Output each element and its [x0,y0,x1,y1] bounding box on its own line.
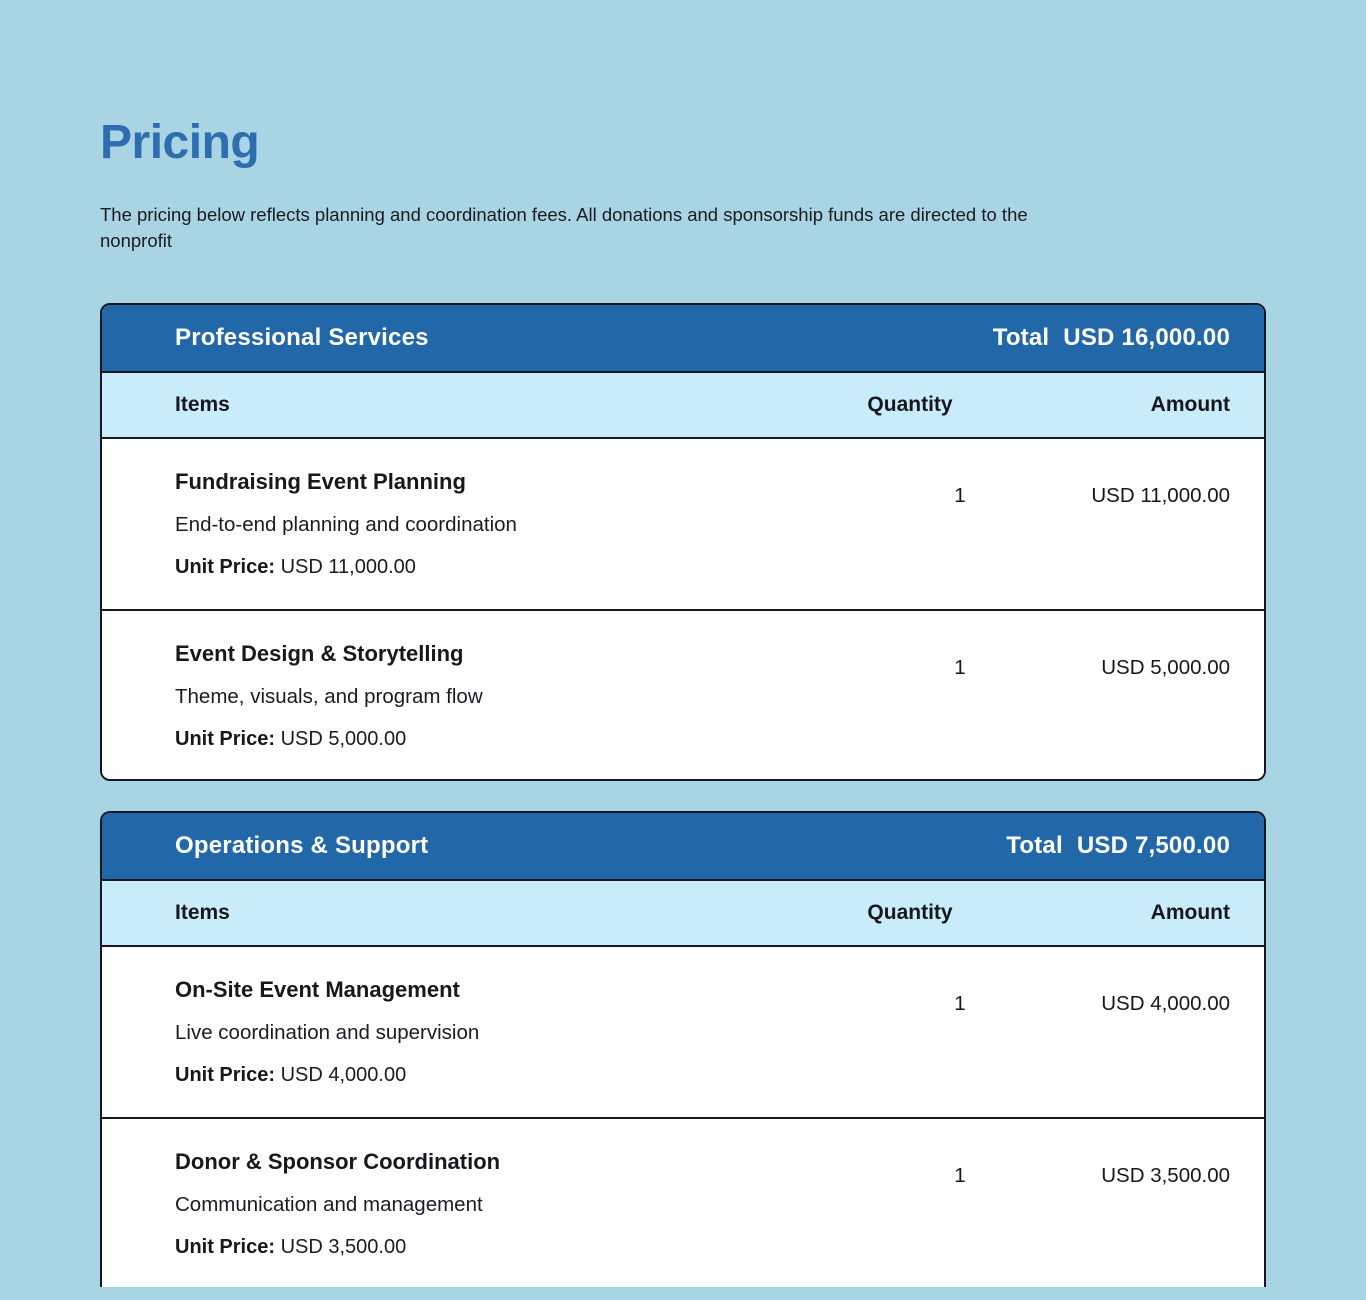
column-header-amount: Amount [1150,392,1230,416]
column-header-row [102,881,1264,947]
unit-price-value: USD 4,000.00 [280,1063,407,1086]
item-unit-price [175,1234,840,1261]
total-label: Total [1006,831,1063,859]
table-total [993,324,1230,352]
amount-cell: USD 11,000.00 [1091,483,1230,507]
unit-price-value: USD 11,000.00 [280,555,416,578]
table-row [102,1117,1264,1287]
unit-price-label: Unit Price: [175,555,276,578]
pricing-table-operations-support [100,811,1266,1287]
item-title: Donor & Sponsor Coordination [175,1148,501,1174]
item-unit-price [175,726,840,753]
column-header-items: Items [175,900,230,924]
item-cell [102,439,840,609]
item-description: Live coordination and supervision [175,1020,480,1044]
item-cell [102,611,840,779]
table-header-bar [102,813,1264,881]
total-value: USD 16,000.00 [1063,323,1230,351]
pricing-section [100,114,1266,1287]
item-description: Communication and management [175,1192,483,1216]
total-label: Total [992,323,1050,351]
table-title: Professional Services [175,323,429,351]
unit-price-value: USD 3,500.00 [280,1235,407,1258]
item-cell [102,947,840,1117]
page-title: Pricing [100,116,260,169]
quantity-cell: 1 [954,655,966,679]
table-row [102,439,1264,609]
page-subtitle [100,202,1266,254]
amount-cell: USD 5,000.00 [1101,655,1230,679]
unit-price-value: USD 5,000.00 [280,727,407,750]
amount-cell: USD 4,000.00 [1101,991,1230,1015]
quantity-cell: 1 [954,991,966,1015]
table-total [1006,832,1230,860]
item-unit-price [175,1062,840,1089]
quantity-cell: 1 [954,483,966,507]
item-cell [102,1119,840,1287]
unit-price-label: Unit Price: [175,1235,276,1258]
item-description: End-to-end planning and coordination [175,512,517,536]
item-title: Event Design & Storytelling [175,640,464,666]
column-header-amount: Amount [1150,900,1230,924]
amount-cell: USD 3,500.00 [1101,1163,1230,1187]
column-header-items: Items [175,392,230,416]
column-header-quantity: Quantity [867,900,953,924]
pricing-table-professional-services [100,303,1266,781]
item-title: On-Site Event Management [175,976,460,1002]
item-unit-price [175,554,840,581]
table-title: Operations & Support [175,831,429,859]
item-title: Fundraising Event Planning [175,468,466,494]
unit-price-label: Unit Price: [175,1063,276,1086]
total-value: USD 7,500.00 [1076,831,1230,859]
table-row [102,947,1264,1117]
column-header-row [102,373,1264,439]
page-subtitle-line1: The pricing below reflects planning and coordination fees. All donations and sponsorship funds are directed to the [100,203,1028,225]
table-header-bar [102,305,1264,373]
quantity-cell: 1 [954,1163,966,1187]
unit-price-label: Unit Price: [175,727,276,750]
column-header-quantity: Quantity [867,392,953,416]
page-subtitle-line2: nonprofit [100,229,172,251]
table-row [102,609,1264,779]
item-description: Theme, visuals, and program flow [175,684,483,708]
